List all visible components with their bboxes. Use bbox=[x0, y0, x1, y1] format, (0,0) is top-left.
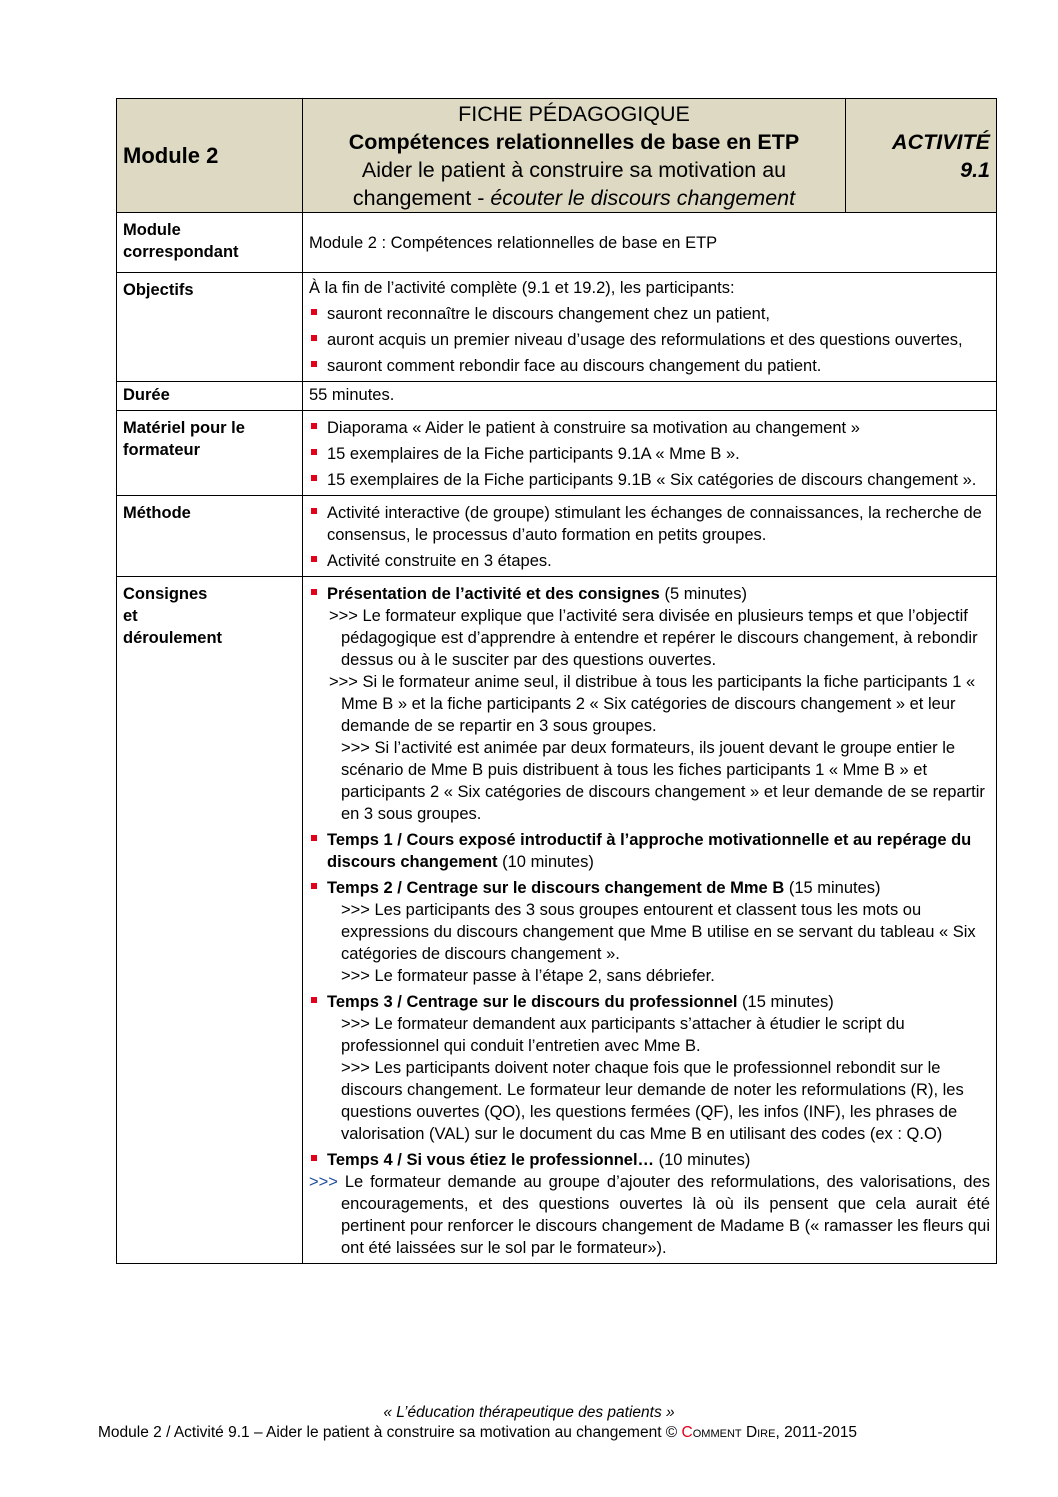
list-item: 15 exemplaires de la Fiche participants 9.1A « Mme B ». bbox=[309, 443, 990, 465]
row-materiel bbox=[117, 411, 997, 496]
title-line-4 bbox=[309, 184, 839, 212]
footer-brand-rest: omment bbox=[692, 1424, 746, 1441]
objectifs-list bbox=[309, 303, 990, 377]
label-objectifs: Objectifs bbox=[117, 273, 303, 382]
header-module: Module 2 bbox=[117, 99, 303, 213]
step-temps-3-time: (15 minutes) bbox=[737, 993, 834, 1011]
step-temps-2-title: Temps 2 / Centrage sur le discours changement de Mme B bbox=[327, 879, 785, 897]
step-temps-2-time: (15 minutes) bbox=[784, 879, 881, 897]
header-activity bbox=[846, 99, 997, 213]
step-paragraph bbox=[309, 1171, 990, 1259]
consignes-list bbox=[309, 583, 990, 1259]
label-consignes bbox=[117, 577, 303, 1264]
header-title bbox=[303, 99, 846, 213]
step-paragraph: >>> Les participants des 3 sous groupes entourent et classent tous les mots ou expressions du discours changement que Mme B utilise en se servant du tableau « Six catégories de discours changement ». bbox=[341, 901, 976, 963]
content-module-correspondant: Module 2 : Compétences relationnelles de base en ETP bbox=[303, 213, 997, 273]
content-objectifs bbox=[303, 273, 997, 382]
step-temps-4-text: Le formateur demande au groupe d’ajouter des reformulations, des valorisations, des encouragements, et des questions ouvertes là où ils pensent que cela aurait été pertinent pour renforcer le discours changement de Madame B (« ramasser les fleurs qui ont été laissées sur le sol par le formateur»). bbox=[337, 1173, 990, 1257]
step-temps-1-title: Temps 1 / Cours exposé introductif à l’approche motivationnelle et au repérage du discours changement bbox=[327, 831, 972, 871]
pedagogical-sheet-table bbox=[116, 98, 997, 1264]
list-item: 15 exemplaires de la Fiche participants 9.1B « Six catégories de discours changement ». bbox=[309, 469, 990, 491]
list-item: Diaporama « Aider le patient à construire sa motivation au changement » bbox=[309, 417, 990, 439]
materiel-list bbox=[309, 417, 990, 491]
label-materiel: Matériel pour le formateur bbox=[117, 411, 303, 496]
step-paragraph: >>> Si le formateur anime seul, il distribue à tous les participants la fiche participants 1 « Mme B » et la fiche participants 2 « Six catégories de discours changement » et leur demande de se repartir en 3 sous groupes. bbox=[329, 673, 976, 735]
label-consignes-1: Consignes bbox=[123, 585, 208, 603]
step-paragraph: >>> Si l’activité est animée par deux formateurs, ils jouent devant le groupe entier le scénario de Mme B puis distribuent à tous les fiches participants 1 « Mme B » et participants 2 « Six catégories de discours changement » et leur demande de se repartir en 3 sous groupes. bbox=[341, 739, 985, 823]
content-methode bbox=[303, 496, 997, 577]
title-line-4-plain: changement - bbox=[352, 185, 491, 210]
label-duree: Durée bbox=[117, 382, 303, 411]
footer-brand-dire: Dire bbox=[745, 1424, 776, 1441]
list-item: Activité interactive (de groupe) stimulant les échanges de connaissances, la recherche de consensus, le processus d’auto formation en petits groupes. bbox=[309, 502, 990, 546]
footer-book-title: « L’éducation thérapeutique des patients » bbox=[383, 1404, 675, 1421]
row-duree bbox=[117, 382, 997, 411]
activity-number: 9.1 bbox=[960, 157, 990, 182]
activity-label: ACTIVITÉ bbox=[892, 129, 990, 154]
list-item: Activité construite en 3 étapes. bbox=[309, 550, 990, 572]
step-temps-4 bbox=[309, 1149, 990, 1259]
footer-brand-initial: C bbox=[681, 1424, 693, 1441]
list-item: auront acquis un premier niveau d’usage des reformulations et des questions ouvertes, bbox=[309, 329, 990, 351]
step-paragraph: >>> Les participants doivent noter chaque fois que le professionnel rebondit sur le discours changement. Le formateur leur demande de noter les reformulations (R), les questions ouvertes (QO), les questions fermées (QF), les infos (INF), les phrases de valorisation (VAL) sur le document du cas Mme B en utilisant des codes (ex : Q.O) bbox=[341, 1059, 964, 1143]
step-presentation-time: (5 minutes) bbox=[659, 585, 747, 603]
step-temps-3-title: Temps 3 / Centrage sur le discours du professionnel bbox=[327, 993, 738, 1011]
row-methode bbox=[117, 496, 997, 577]
step-temps-1-time: (10 minutes) bbox=[497, 853, 594, 871]
label-consignes-3: déroulement bbox=[123, 629, 223, 647]
step-presentation-title: Présentation de l’activité et des consignes bbox=[327, 585, 660, 603]
step-temps-2 bbox=[309, 877, 990, 987]
title-line-1: FICHE PÉDAGOGIQUE bbox=[458, 101, 690, 126]
step-paragraph: >>> Le formateur passe à l’étape 2, sans débriefer. bbox=[341, 967, 715, 985]
content-duree: 55 minutes. bbox=[303, 382, 997, 411]
footer-text: Module 2 / Activité 9.1 – Aider le patient à construire sa motivation au changement © bbox=[98, 1424, 682, 1441]
header-row bbox=[117, 99, 997, 213]
footer-copyright bbox=[98, 1424, 998, 1442]
row-consignes bbox=[117, 577, 997, 1264]
step-presentation bbox=[309, 583, 990, 825]
objectifs-intro: À la fin de l’activité complète (9.1 et 19.2), les participants: bbox=[309, 279, 735, 297]
label-methode: Méthode bbox=[117, 496, 303, 577]
label-module-correspondant: Module correspondant bbox=[117, 213, 303, 273]
footer-years: , 2011-2015 bbox=[775, 1424, 858, 1441]
step-temps-4-time: (10 minutes) bbox=[654, 1151, 751, 1169]
title-line-4-italic: écouter le discours changement bbox=[490, 185, 796, 210]
arrow-marker: >>> bbox=[309, 1173, 338, 1191]
step-temps-4-title: Temps 4 / Si vous étiez le professionnel… bbox=[327, 1151, 655, 1169]
title-line-3: Aider le patient à construire sa motivation au bbox=[361, 157, 787, 182]
methode-list bbox=[309, 502, 990, 572]
step-temps-3 bbox=[309, 991, 990, 1145]
row-module-correspondant bbox=[117, 213, 997, 273]
content-materiel bbox=[303, 411, 997, 496]
list-item: sauront comment rebondir face au discours changement du patient. bbox=[309, 355, 990, 377]
step-paragraph: >>> Le formateur explique que l’activité sera divisée en plusieurs temps et que l’objectif pédagogique est d’apprendre à entendre et repérer le discours changement, à rebondir dessus ou à le susciter par des questions ouvertes. bbox=[329, 607, 978, 669]
step-temps-1 bbox=[309, 829, 990, 873]
title-line-2: Compétences relationnelles de base en ETP bbox=[348, 129, 800, 154]
label-consignes-2: et bbox=[123, 607, 138, 625]
step-paragraph: >>> Le formateur demandent aux participants s’attacher à étudier le script du professionnel qui conduit l’entretien avec Mme B. bbox=[341, 1015, 905, 1055]
row-objectifs bbox=[117, 273, 997, 382]
list-item: sauront reconnaître le discours changement chez un patient, bbox=[309, 303, 990, 325]
content-consignes bbox=[303, 577, 997, 1264]
